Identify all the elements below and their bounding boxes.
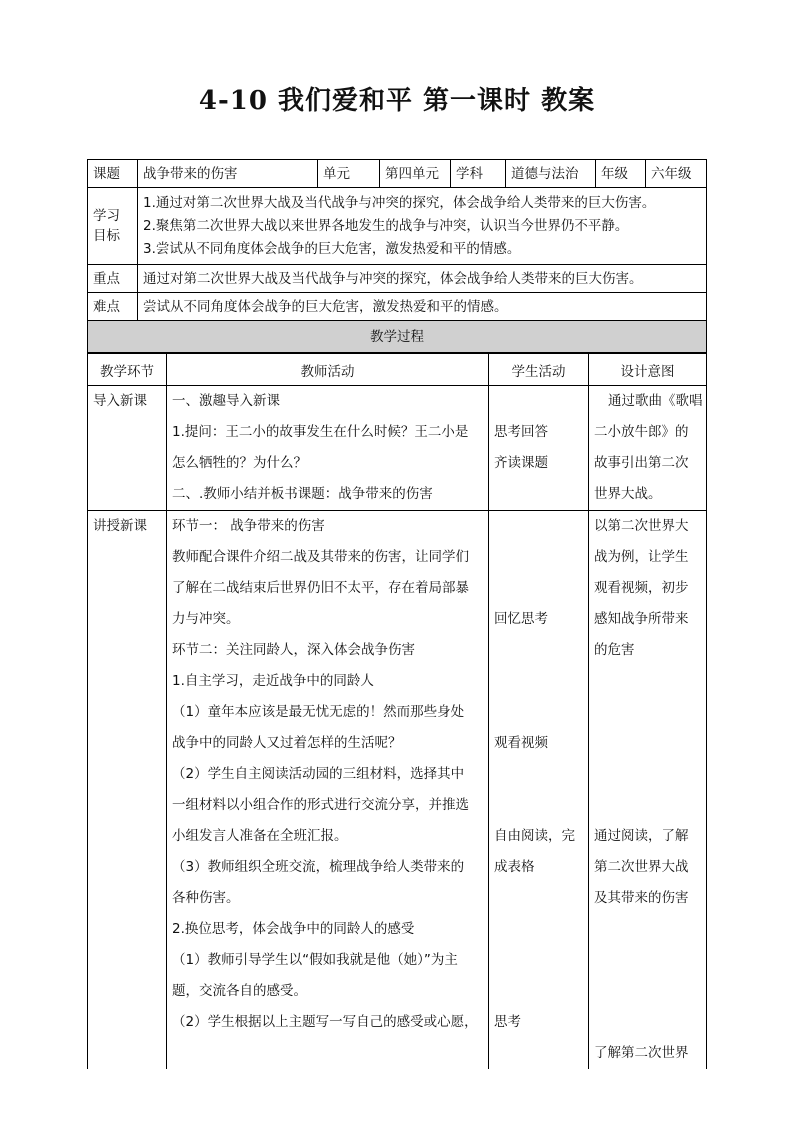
lecture-teacher-line: 环节二：关注同龄人，深入体会战争伤害	[172, 642, 415, 658]
difficulty-row	[88, 293, 707, 321]
key-point-label: 重点	[88, 265, 138, 293]
lecture-teacher-line: 各种伤害。	[172, 890, 240, 906]
objectives-content	[138, 188, 707, 265]
intro-teacher	[167, 386, 489, 511]
grade-label: 年级	[596, 160, 646, 188]
lecture-teacher-line: 了解在二战结束后世界仍旧不太平，存在着局部暴	[172, 580, 469, 596]
intro-teacher-line: 二、.教师小结并板书课题：战争带来的伤害	[172, 486, 433, 502]
intro-intent-line: 故事引出第二次	[594, 455, 689, 471]
header-teacher: 教师活动	[167, 354, 489, 386]
lecture-teacher-line: 2.换位思考，体会战争中的同龄人的感受	[172, 921, 415, 937]
lecture-intent-line: 了解第二次世界	[594, 1045, 689, 1061]
lecture-student-line: 观看视频	[494, 735, 548, 751]
intro-teacher-line: 一、激趣导入新课	[172, 393, 280, 409]
lecture-intent-line: 观看视频，初步	[594, 580, 689, 596]
lecture-intent-line: 以第二次世界大	[594, 518, 689, 534]
objectives-label-line1: 学习	[93, 208, 120, 224]
key-point-row	[88, 265, 707, 293]
process-section-title: 教学过程	[88, 321, 707, 353]
key-point-text: 通过对第二次世界大战及当代战争与冲突的探究，体会战争给人类带来的巨大伤害。	[138, 265, 707, 293]
lecture-intent-line: 的危害	[594, 642, 635, 658]
difficulty-text: 尝试从不同角度体会战争的巨大危害，激发热爱和平的情感。	[138, 293, 707, 321]
process-header-row	[88, 354, 707, 386]
lecture-row	[88, 511, 707, 1070]
difficulty-label: 难点	[88, 293, 138, 321]
lecture-intent-line: 通过阅读，了解	[594, 828, 689, 844]
lecture-teacher-line: 力与冲突。	[172, 611, 240, 627]
objectives-label-line2: 目标	[93, 228, 120, 244]
intro-teacher-line: 1.提问：王二小的故事发生在什么时候？王二小是	[172, 424, 469, 440]
unit-value: 第四单元	[380, 160, 451, 188]
lecture-teacher-line: （1）教师引导学生以“假如我就是他（她）”为主	[172, 952, 458, 968]
lecture-student-line: 成表格	[494, 859, 535, 875]
intro-intent-line: 通过歌曲《歌唱	[608, 393, 703, 409]
intro-row	[88, 386, 707, 511]
lecture-teacher-line: （1）童年本应该是最无忧无虑的！然而那些身处	[172, 704, 465, 720]
intro-intent	[589, 386, 707, 511]
lecture-intent-line: 战为例，让学生	[594, 549, 689, 565]
lecture-teacher-line: 战争中的同龄人又过着怎样的生活呢？	[172, 735, 402, 751]
lecture-intent-line: 感知战争所带来	[594, 611, 689, 627]
lecture-intent-line: 及其带来的伤害	[594, 890, 689, 906]
topic-label: 课题	[88, 160, 138, 188]
topic-value: 战争带来的伤害	[138, 160, 318, 188]
intro-teacher-line: 怎么牺牲的？为什么？	[172, 455, 307, 471]
header-intent: 设计意图	[589, 354, 707, 386]
subject-label: 学科	[451, 160, 506, 188]
lesson-info-table	[87, 159, 707, 353]
lecture-teacher-line: 教师配合课件介绍二战及其带来的伤害，让同学们	[172, 549, 469, 565]
objective-item: 1.通过对第二次世界大战及当代战争与冲突的探究，体会战争给人类带来的巨大伤害。	[143, 194, 656, 211]
lecture-teacher-line: 小组发言人准备在全班汇报。	[172, 828, 348, 844]
lecture-teacher-line: 一组材料以小组合作的形式进行交流分享，并推选	[172, 797, 469, 813]
lecture-teacher	[167, 511, 489, 1070]
process-title-row	[88, 321, 707, 353]
lecture-student	[489, 511, 589, 1070]
objectives-row	[88, 188, 707, 265]
intro-student	[489, 386, 589, 511]
unit-label: 单元	[318, 160, 380, 188]
document-title: 4-10 我们爱和平 第一课时 教案	[198, 86, 596, 116]
intro-stage	[88, 386, 167, 511]
lecture-student-line: 自由阅读，完	[494, 828, 575, 844]
lecture-teacher-line: （3）教师组织全班交流，梳理战争给人类带来的	[172, 859, 465, 875]
subject-value: 道德与法治	[506, 160, 596, 188]
lecture-student-line: 思考	[494, 1014, 521, 1030]
objective-item: 3.尝试从不同角度体会战争的巨大危害，激发热爱和平的情感。	[143, 240, 521, 257]
lecture-stage-label: 讲授新课	[93, 518, 147, 534]
intro-intent-line: 二小放牛郎》的	[594, 424, 689, 440]
lecture-student-line: 回忆思考	[494, 611, 548, 627]
lecture-teacher-line: 题，交流各自的感受。	[172, 983, 307, 999]
lecture-teacher-line: 1.自主学习，走近战争中的同龄人	[172, 673, 374, 689]
lecture-intent-line: 第二次世界大战	[594, 859, 689, 875]
objective-item: 2.聚焦第二次世界大战以来世界各地发生的战争与冲突，认识当今世界仍不平静。	[143, 217, 629, 234]
intro-intent-line: 世界大战。	[594, 486, 662, 502]
intro-stage-label: 导入新课	[93, 393, 147, 409]
lecture-stage	[88, 511, 167, 1070]
lecture-teacher-line: （2）学生自主阅读活动园的三组材料，选择其中	[172, 766, 465, 782]
teaching-process-table	[87, 353, 707, 1069]
header-student: 学生活动	[489, 354, 589, 386]
grade-value: 六年级	[646, 160, 707, 188]
lecture-teacher-line: 环节一： 战争带来的伤害	[172, 518, 325, 534]
lecture-intent	[589, 511, 707, 1070]
header-stage: 教学环节	[88, 354, 167, 386]
intro-student-line: 思考回答	[494, 424, 548, 440]
info-row	[88, 160, 707, 188]
intro-student-line: 齐读课题	[494, 455, 548, 471]
objectives-label	[88, 188, 138, 265]
lecture-teacher-line: （2）学生根据以上主题写一写自己的感受或心愿，	[172, 1014, 478, 1030]
